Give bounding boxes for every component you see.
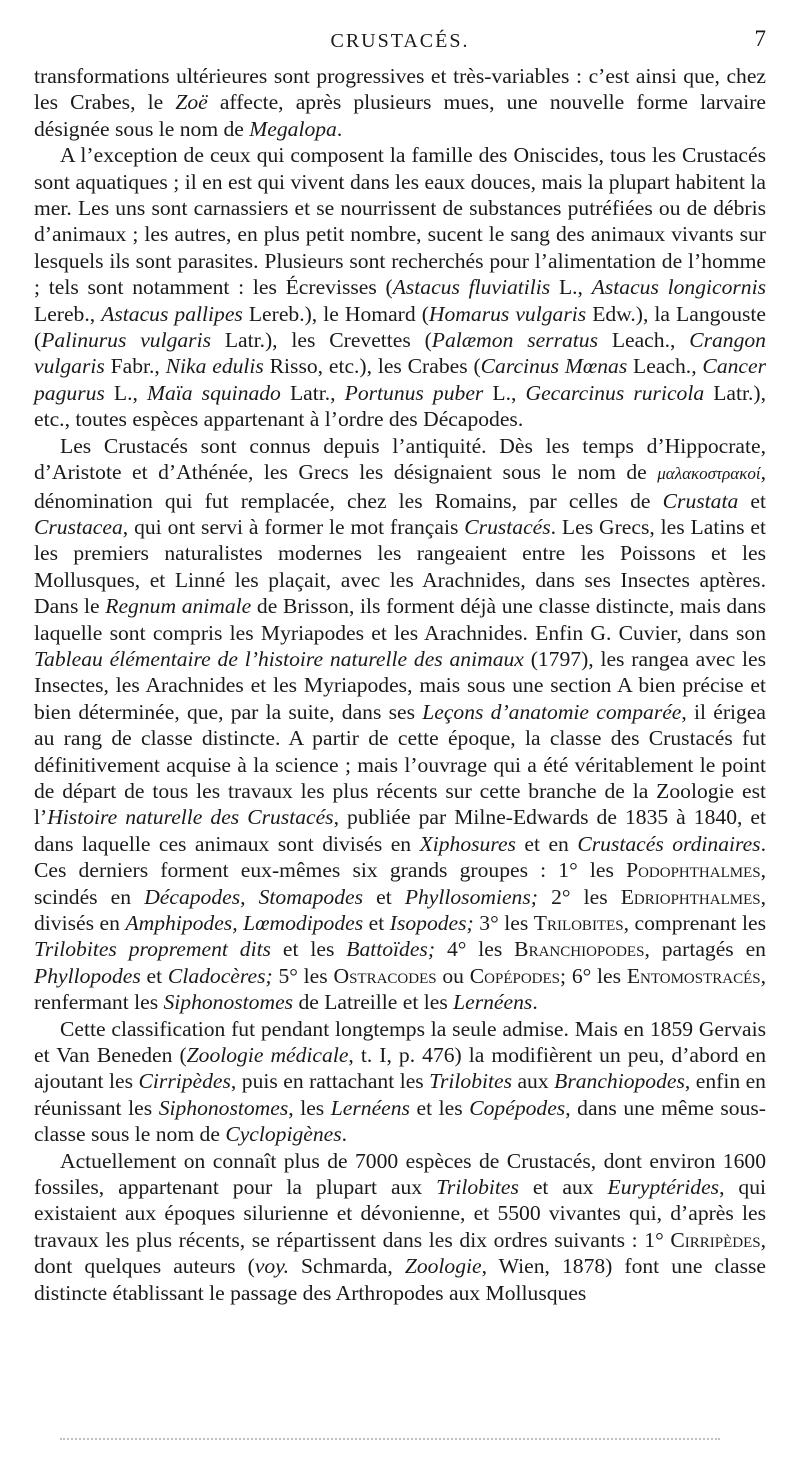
text-run: aux: [511, 1069, 555, 1094]
italic-run: Trilobites: [436, 1175, 519, 1200]
text-run: , enfin en réunissant les: [34, 1069, 766, 1120]
italic-run: Crustacés ordinaires: [577, 831, 761, 856]
text-run: et: [140, 963, 168, 988]
italic-run: Branchiopodes: [554, 1069, 685, 1094]
italic-run: Histoire naturelle des Crustacés: [47, 805, 334, 830]
italic-run: Lernéens: [330, 1095, 410, 1120]
text-run: , qui ont servi à former le mot français: [122, 514, 465, 539]
paragraph: [34, 63, 766, 142]
italic-run: Isopodes;: [389, 911, 474, 935]
italic-run: Astacus longicornis: [591, 275, 766, 300]
text-run: Les Crustacés sont connus depuis l’antiquité. Dès les temps d’Hippocrate, d’Aristote et d’Athénée, les Grecs les désignaient sous le nom de: [34, 433, 766, 485]
italic-run: Tableau élémentaire de l’histoire naturelle des animaux: [34, 646, 524, 671]
italic-run: Décapodes, Stomapodes: [144, 884, 363, 909]
page-bottom-bleed: [60, 1438, 720, 1444]
paragraph: [34, 1148, 766, 1306]
text-run: , puis en rattachant les: [230, 1069, 430, 1094]
italic-run: Astacus fluviatilis: [392, 275, 551, 300]
paragraph: [34, 433, 766, 1016]
italic-run: Siphonostomes: [163, 990, 294, 1015]
text-run: Lereb.,: [34, 301, 102, 326]
text-run: , qui existaient aux époques silurienne et dévonienne, et 5500 vivantes qui, d’après les travaux les plus récents, se répartissent dans les dix ordres suivants : 1°: [34, 1175, 767, 1252]
text-run: Actuellement on connaît plus de 7000 espèces de Crustacés, dont environ 1600 fossiles, appartenant pour la plupart aux: [34, 1148, 766, 1200]
text-run: Latr.,: [280, 380, 345, 405]
text-run: , t. I, p. 476) la modifièrent un peu, d’abord en ajoutant les: [34, 1043, 766, 1094]
italic-run: Homarus vulgaris: [428, 301, 587, 326]
text-run: .: [341, 1122, 348, 1147]
text-run: Cette classification fut pendant longtemps la seule admise. Mais en 1859 Gervais et Van Beneden (: [34, 1016, 766, 1068]
italic-run: Trilobites proprement dits: [34, 937, 271, 962]
text-run: ; 6° les: [560, 963, 627, 988]
text-run: ou: [436, 963, 470, 988]
italic-run: Cyclopigènes: [225, 1122, 342, 1147]
italic-run: Euryptérides: [607, 1175, 720, 1200]
text-run: , dénomination qui fut remplacée, chez les Romains, par celles de: [34, 460, 766, 513]
italic-run: Astacus pallipes: [101, 301, 243, 326]
italic-run: Cladocères;: [167, 963, 273, 988]
italic-run: Xiphosures: [419, 831, 516, 856]
text-run: transformations ultérieures sont progressives et très-variables : c’est ainsi que, chez les Crabes, le: [34, 64, 766, 115]
smallcaps-run: Trilobites: [533, 911, 624, 935]
italic-run: Carcinus Mœnas: [480, 354, 628, 379]
text-run: 3° les: [473, 911, 534, 935]
running-title: CRUSTACÉS.: [330, 30, 470, 52]
text-run: , dont quelques auteurs (: [34, 1227, 766, 1279]
text-run: , partagés en: [644, 937, 766, 962]
text-run: et les: [409, 1095, 470, 1120]
text-run: , divisés en: [34, 884, 766, 935]
italic-run: Siphonostomes: [158, 1095, 289, 1120]
italic-run: Amphipodes, Lœmodipodes: [125, 911, 364, 935]
text-run: L.,: [104, 380, 147, 405]
text-run: A l’exception de ceux qui composent la famille des Oniscides, tous les Crustacés sont aquatiques ; il en est qui vivent dans les eaux douces, mais la plupart habitent la mer. Les uns sont carnassiers et se nourrissent de substances putréfiées ou de débris d’animaux ; les autres, en plus petit nombre, sucent le sang des animaux vivants sur lesquels ils sont parasites. Plusieurs sont recherchés pour l’alimentation de l’homme ; tels sont notamment : les Écrevisses (: [34, 143, 766, 300]
text-run: et: [738, 488, 766, 513]
smallcaps-run: Podophthalmes: [626, 858, 761, 883]
italic-run: Gecarcinus ruricola: [525, 380, 705, 405]
text-run: , les: [288, 1095, 331, 1120]
text-run: de Brisson, ils forment déjà une classe distincte, mais dans laquelle sont compris les Myriapodes et les Arachnides. Enfin G. Cuvier, dans son: [34, 594, 766, 645]
text-run: et: [363, 884, 405, 909]
page-number: 7: [754, 26, 766, 51]
page-header: [34, 26, 766, 60]
smallcaps-run: Branchiopodes: [514, 937, 645, 962]
italic-run: Regnum animale: [105, 594, 252, 619]
smallcaps-run: Cirripèdes: [670, 1227, 761, 1252]
text-run: , scindés en: [34, 858, 766, 909]
text-run: L.,: [483, 380, 526, 405]
text-run: . Les Grecs, les Latins et les premiers naturalistes modernes les rangeaient entre les Poissons et les Mollusques, et Linné les plaçait, avec les Arachnides, dans ses Insectes aptères. Dans le: [34, 514, 766, 619]
italic-run: Phyllopodes: [34, 963, 141, 988]
text-run: Fabr.,: [104, 354, 166, 379]
italic-run: Copépodes: [469, 1095, 566, 1120]
italic-run: Zoologie: [404, 1254, 482, 1279]
italic-run: Megalopa: [249, 116, 337, 141]
italic-run: Crustacés: [464, 514, 551, 539]
smallcaps-run: Ostracodes: [333, 963, 437, 988]
italic-run: Nika edulis: [165, 354, 264, 379]
italic-run: Crangon vulgaris: [34, 328, 766, 379]
text-run: Schmarda,: [289, 1254, 405, 1279]
text-run: 5° les: [272, 963, 334, 988]
text-run: , Wien, 1878) font une classe distincte établissant le passage des Arthropodes aux Mollusques: [34, 1254, 766, 1305]
italic-run: Trilobites: [429, 1069, 512, 1094]
text-run: Leach.,: [598, 328, 690, 353]
italic-run: Cancer pagurus: [34, 354, 766, 405]
text-run: .: [336, 116, 343, 141]
text-run: 4° les: [435, 937, 515, 962]
italic-run: voy.: [254, 1254, 289, 1279]
text-run: 2° les: [537, 884, 621, 909]
text-run: Leach.,: [627, 354, 703, 379]
text-run: , il érigea au rang de classe distincte. A partir de cette époque, la classe des Crustacés fut définitivement acquise à la science ; mais l’ouvrage qui a été véritablement le point de départ de tous les travaux les plus récents sur cette branche de la Zoologie est l’: [34, 699, 766, 830]
body-text: [34, 63, 766, 1306]
text-run: .: [532, 990, 538, 1015]
italic-run: Battoïdes;: [346, 937, 436, 962]
text-run: L.,: [550, 275, 592, 300]
italic-run: Maïa squinado: [146, 380, 281, 405]
text-run: et: [363, 911, 390, 935]
italic-run: Zoologie médicale: [186, 1043, 349, 1068]
text-run: , comprenant les: [623, 911, 766, 935]
paragraph: [34, 1016, 766, 1148]
text-run: et en: [515, 831, 578, 856]
italic-run: Crustata: [662, 488, 739, 513]
italic-run: Portunus puber: [344, 380, 484, 405]
text-run: Latr.), etc., toutes espèces appartenant à l’ordre des Décapodes.: [34, 380, 766, 432]
smallcaps-run: Edriophthalmes: [620, 884, 761, 909]
text-run: Risso, etc.), les Crabes (: [263, 354, 481, 379]
text-run: Latr.), les Crevettes (: [211, 328, 432, 353]
italic-run: Palinurus vulgaris: [41, 328, 211, 353]
text-run: . Ces derniers forment eux-mêmes six grands groupes : 1° les: [34, 831, 766, 883]
italic-run: Cirripèdes: [138, 1069, 231, 1094]
text-run: affecte, après plusieurs mues, une nouvelle forme larvaire désignée sous le nom de: [34, 90, 766, 141]
text-run: Lereb.), le Homard (: [242, 301, 429, 326]
italic-run: Leçons d’anatomie comparée: [422, 699, 682, 724]
italic-run: Zoë: [175, 90, 208, 115]
smallcaps-run: Copépodes: [469, 963, 561, 988]
text-run: , dans une même sous-classe sous le nom de: [34, 1095, 766, 1147]
italic-run: Palæmon serratus: [431, 328, 598, 353]
text-run: , renfermant les: [34, 963, 767, 1015]
italic-run: Phyllosomiens;: [404, 884, 538, 909]
text-run: Edw.), la Langouste (: [34, 301, 766, 353]
text-run: et aux: [518, 1175, 608, 1200]
italic-run: Lernéens: [453, 990, 533, 1015]
italic-run: Crustacea: [34, 514, 123, 539]
text-run: (1797), les rangea avec les Insectes, les Arachnides et les Myriapodes, mais sous une section A bien précise et bien déterminée, que, par la suite, dans ses: [34, 646, 766, 724]
smallcaps-run: Entomostracés: [626, 963, 761, 988]
paragraph: [34, 142, 766, 432]
text-run: , publiée par Milne-Edwards de 1835 à 1840, et dans laquelle ces animaux sont divisés en: [34, 805, 766, 856]
greek-run: μαλακοστρακοί: [657, 464, 761, 484]
text-run: et les: [270, 937, 347, 962]
text-run: de Latreille et les: [293, 990, 454, 1015]
